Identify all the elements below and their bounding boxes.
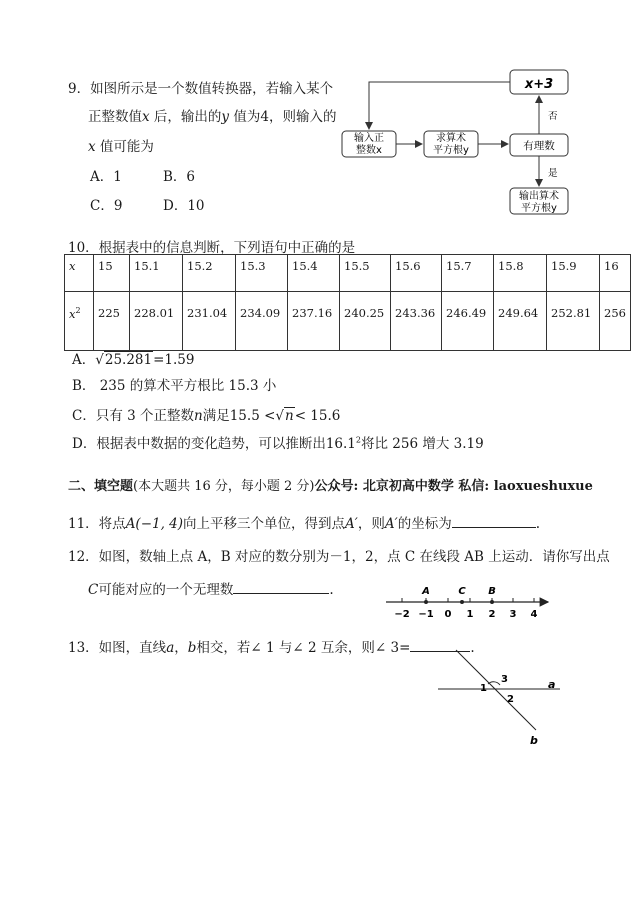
table-cell: 15.3 bbox=[236, 255, 288, 292]
table-row-x2 bbox=[65, 292, 631, 351]
tick-label: −1 bbox=[418, 609, 434, 620]
q9-line2-pre: 正整数值 bbox=[88, 109, 142, 125]
line-b bbox=[456, 650, 536, 730]
table-cell: 16 bbox=[600, 255, 631, 292]
table-cell: 237.16 bbox=[288, 292, 340, 351]
xplus3-label: x+3 bbox=[524, 77, 554, 92]
table-cell: 234.09 bbox=[236, 292, 288, 351]
converter-flowchart bbox=[330, 62, 600, 232]
table-row-label: $x^2$ bbox=[65, 292, 94, 351]
yes-label: 是 bbox=[548, 168, 558, 179]
table-cell: 249.64 bbox=[494, 292, 547, 351]
q11-point-a: A(−1, 4) bbox=[125, 516, 184, 532]
section2-header bbox=[68, 475, 593, 494]
tick-label: 4 bbox=[530, 609, 538, 620]
number-line bbox=[380, 582, 555, 624]
q9-choice-c: C．9 bbox=[90, 198, 123, 214]
q12-answer-blank bbox=[233, 579, 329, 594]
q9-choice-b: B．6 bbox=[163, 169, 196, 185]
sqrt-label-2: 平方根y bbox=[433, 145, 469, 156]
section2-wechat: 公众号: 北京初高中数学 私信: laoxueshuxue bbox=[314, 479, 593, 494]
table-row-label: x bbox=[65, 255, 94, 292]
table-cell: 243.36 bbox=[391, 292, 442, 351]
tick-label: 1 bbox=[466, 609, 474, 620]
tick-label: −2 bbox=[394, 609, 410, 620]
output-label-1: 输出算术 bbox=[519, 191, 559, 202]
table-cell: 246.49 bbox=[442, 292, 494, 351]
table-cell: 15 bbox=[94, 255, 130, 292]
tick-label: 2 bbox=[488, 609, 496, 620]
line-b-label: b bbox=[530, 734, 538, 747]
q9-choice-a: A．1 bbox=[90, 169, 122, 185]
table-cell: 225 bbox=[94, 292, 130, 351]
tick-label: 3 bbox=[509, 609, 517, 620]
q12-line1: 12．如图，数轴上点 A，B 对应的数分别为－1，2，点 C 在线段 AB 上运动．请你写出点 bbox=[68, 549, 610, 565]
table-cell: 228.01 bbox=[130, 292, 183, 351]
q10-option-b: B． 235 的算术平方根比 15.3 小 bbox=[72, 378, 277, 394]
q11-answer-blank bbox=[452, 513, 536, 528]
table-cell: 15.2 bbox=[183, 255, 236, 292]
point-c-dot bbox=[460, 600, 464, 604]
rational-label: 有理数 bbox=[523, 140, 555, 152]
table-cell: 231.04 bbox=[183, 292, 236, 351]
q12-line2: C可能对应的一个无理数 . bbox=[88, 578, 334, 598]
angle-1-label: 1 bbox=[480, 683, 487, 694]
point-a-label: A bbox=[422, 586, 430, 597]
q9-line2-post: 值为4，则输入的 bbox=[233, 109, 337, 125]
q9-line3 bbox=[88, 135, 154, 155]
q9-var-x2: x bbox=[88, 139, 96, 155]
point-a-dot bbox=[424, 600, 428, 604]
q9-line2 bbox=[88, 105, 336, 125]
input-label-1: 输入正 bbox=[354, 133, 384, 144]
table-cell: 15.1 bbox=[130, 255, 183, 292]
angle-3-label: 3 bbox=[501, 674, 508, 685]
q9-line3-text: 值可能为 bbox=[99, 139, 154, 155]
q11: 11．将点A(−1, 4)向上平移三个单位，得到点A′，则A′的坐标为 . bbox=[68, 512, 540, 532]
q10-option-a: A．√25.281=1.59 bbox=[72, 352, 195, 368]
table-cell: 15.5 bbox=[340, 255, 391, 292]
table-cell: 15.6 bbox=[391, 255, 442, 292]
q10-stem: 10．根据表中的信息判断，下列语句中正确的是 bbox=[68, 240, 356, 256]
tick-label: 0 bbox=[444, 609, 452, 620]
q10-option-d: D．根据表中数据的变化趋势，可以推断出16.1$^2$将比 256 增大 3.19 bbox=[72, 435, 484, 452]
table-cell: 252.81 bbox=[547, 292, 600, 351]
table-row-x bbox=[65, 255, 631, 292]
q9-line1: 9．如图所示是一个数值转换器，若输入某个 bbox=[68, 81, 334, 97]
q10-table bbox=[64, 254, 631, 351]
input-label-2: 整数x bbox=[356, 145, 382, 156]
table-cell: 15.4 bbox=[288, 255, 340, 292]
q10-option-c: C．只有 3 个正整数n满足15.5 <√n< 15.6 bbox=[72, 408, 341, 424]
line-a-label: a bbox=[548, 678, 556, 691]
table-cell: 15.7 bbox=[442, 255, 494, 292]
q9-line2-mid: 后，输出的 bbox=[153, 109, 222, 125]
q13: 13．如图，直线a，b相交，若∠ 1 与∠ 2 互余，则∠ 3= . bbox=[68, 636, 475, 656]
q9-choice-d: D．10 bbox=[163, 198, 205, 214]
point-c-label: C bbox=[458, 586, 466, 597]
angle-2-label: 2 bbox=[507, 694, 514, 705]
point-b-dot bbox=[490, 600, 494, 604]
output-label-2: 平方根y bbox=[521, 203, 557, 214]
q9-var-x: x bbox=[142, 109, 150, 125]
sqrt-label-1: 求算术 bbox=[436, 133, 466, 144]
table-cell: 240.25 bbox=[340, 292, 391, 351]
table-cell: 256 bbox=[600, 292, 631, 351]
point-b-label: B bbox=[488, 586, 496, 597]
no-label: 否 bbox=[548, 111, 558, 122]
section2-info: (本大题共 16 分，每小题 2 分) bbox=[133, 479, 315, 494]
q9-var-y: y bbox=[221, 109, 230, 125]
table-cell: 15.9 bbox=[547, 255, 600, 292]
table-cell: 15.8 bbox=[494, 255, 547, 292]
intersecting-lines-figure bbox=[430, 640, 570, 755]
section2-title: 二、填空题 bbox=[68, 479, 134, 494]
